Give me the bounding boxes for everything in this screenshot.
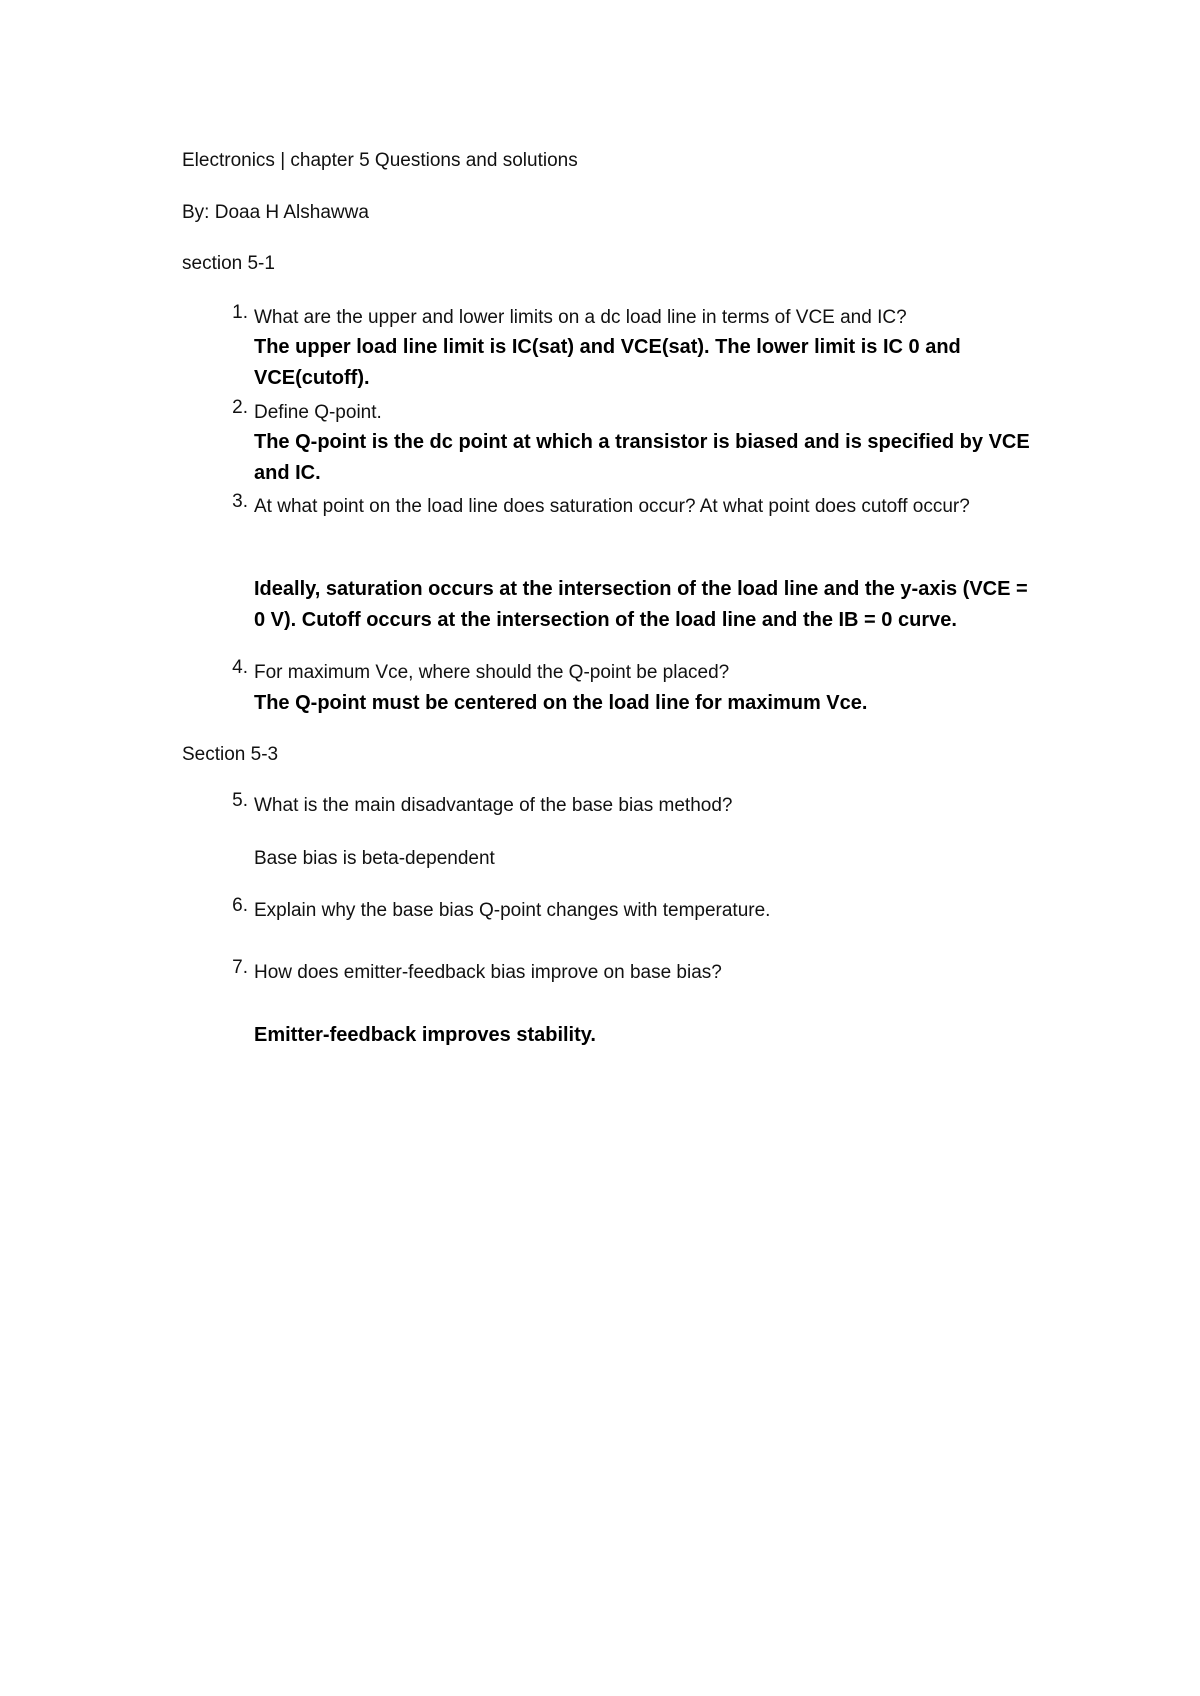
answer-5: Base bias is beta-dependent bbox=[254, 848, 495, 869]
question-number: 2. bbox=[232, 397, 248, 418]
question-text: For maximum Vce, where should the Q-point be placed? bbox=[254, 662, 730, 683]
answer-4: The Q-point must be centered on the load line for maximum Vce. bbox=[254, 692, 868, 714]
question-number: 5. bbox=[232, 790, 248, 811]
question-number: 1. bbox=[232, 302, 248, 323]
answer-1: The upper load line limit is IC(sat) and VCE(sat). The lower limit is IC 0 and VCE(cutoff). bbox=[254, 336, 961, 389]
question-text: What are the upper and lower limits on a dc load line in terms of VCE and IC? bbox=[254, 307, 907, 328]
answer-7: Emitter-feedback improves stability. bbox=[254, 1024, 596, 1046]
document-title: Electronics | chapter 5 Questions and solutions bbox=[182, 150, 578, 171]
answer-3: Ideally, saturation occurs at the intersection of the load line and the y-axis (VCE = 0 V). Cutoff occurs at the intersection of the load line and the IB = 0 curve. bbox=[254, 578, 1028, 631]
section-heading-5-3: Section 5-3 bbox=[182, 744, 279, 765]
section-heading-5-1: section 5-1 bbox=[182, 253, 275, 274]
question-number: 7. bbox=[232, 957, 248, 978]
question-text: What is the main disadvantage of the base bias method? bbox=[254, 795, 733, 816]
question-text: Define Q-point. bbox=[254, 402, 382, 423]
question-text: How does emitter-feedback bias improve on base bias? bbox=[254, 962, 722, 983]
question-text: At what point on the load line does saturation occur? At what point does cutoff occur? bbox=[254, 496, 970, 517]
question-text: Explain why the base bias Q-point changes with temperature. bbox=[254, 900, 771, 921]
question-number: 6. bbox=[232, 895, 248, 916]
question-number: 3. bbox=[232, 491, 248, 512]
question-number: 4. bbox=[232, 657, 248, 678]
answer-2: The Q-point is the dc point at which a transistor is biased and is specified by VCE and IC. bbox=[254, 431, 1030, 484]
author-line: By: Doaa H Alshawwa bbox=[182, 202, 369, 223]
